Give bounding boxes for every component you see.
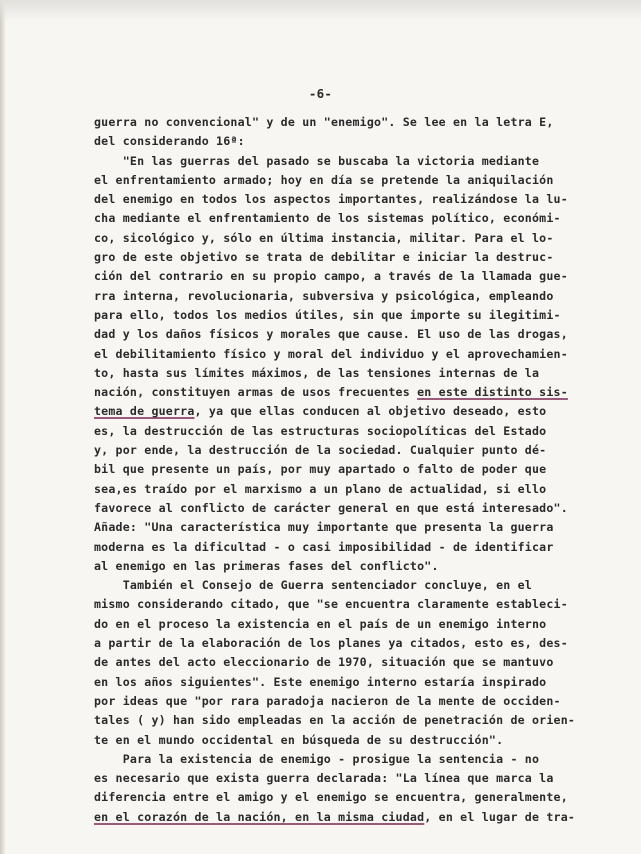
- text-line: [94, 769, 594, 788]
- text-line: [94, 132, 594, 151]
- text-line: [94, 171, 594, 190]
- line-text-after: , en el lugar de tra-: [424, 809, 576, 824]
- text-line: [94, 615, 594, 634]
- text-line: [94, 499, 594, 518]
- line-text: a partir de la elaboración de los planes ya citados, esto es, des-: [94, 636, 568, 651]
- text-line: [94, 576, 594, 595]
- line-text: por ideas que "por rara paradoja nacieron de la mente de occiden-: [94, 693, 561, 708]
- text-line: [94, 113, 594, 132]
- line-text: moderna es la dificultad - o casi imposibilidad - de identificar: [94, 539, 554, 554]
- line-text-after: , ya que ellas conducen al objetivo deseado, esto: [194, 404, 547, 419]
- text-line: [94, 731, 594, 750]
- line-text: de antes del acto eleccionario de 1970, situación que se mantuvo: [94, 655, 554, 670]
- line-text: Para la existencia de enemigo - prosigue la sentencia - no: [94, 751, 540, 766]
- text-line: [94, 383, 594, 402]
- text-line: [94, 750, 594, 769]
- underlined-phrase: tema de guerra: [94, 404, 195, 419]
- line-text: bil que presente un país, por muy apartado o falto de poder que: [94, 462, 547, 477]
- text-line: [94, 209, 594, 228]
- line-text: dad y los daños físicos y morales que cause. El uso de las drogas,: [94, 327, 568, 342]
- line-text: en los años siguientes". Este enemigo interno estaría inspirado: [94, 674, 547, 689]
- text-line: [94, 267, 594, 286]
- document-body: [94, 113, 594, 827]
- line-text: tales ( y) han sido empleadas en la acción de penetración de orien-: [94, 713, 576, 728]
- line-text: "En las guerras del pasado se buscaba la victoria mediante: [94, 153, 540, 168]
- page-number: -6-: [308, 86, 333, 101]
- line-text: co, sicológico y, sólo en última instancia, militar. Para el lo-: [94, 230, 554, 245]
- line-text: y, por ende, la destrucción de la sociedad. Cualquier punto dé-: [94, 443, 547, 458]
- line-text: para ello, todos los medios útiles, sin que importe su ilegitimi-: [94, 307, 561, 322]
- underlined-phrase: en el corazón de la nación, en la misma ciudad: [94, 809, 425, 824]
- line-text: do en el proceso la existencia en el país de un enemigo interno: [94, 616, 547, 631]
- text-line: [94, 538, 594, 557]
- page-top-shadow: [0, 0, 641, 22]
- text-line: [94, 595, 594, 614]
- text-line: [94, 692, 594, 711]
- text-line: [94, 808, 594, 827]
- text-line: [94, 460, 594, 479]
- line-text: del considerando 16ª:: [94, 134, 245, 149]
- text-line: [94, 422, 594, 441]
- line-text: sea,es traído por el marxismo a un plano de actualidad, si ello: [94, 481, 547, 496]
- line-text: es, la destrucción de las estructuras sociopolíticas del Estado: [94, 423, 547, 438]
- line-text: es necesario que exista guerra declarada: "La línea que marca la: [94, 771, 554, 786]
- line-text: También el Consejo de Guerra sentenciador concluye, en el: [94, 578, 532, 593]
- line-text: te en el mundo occidental en búsqueda de su destrucción".: [94, 732, 504, 747]
- line-text: del enemigo en todos los aspectos importantes, realizándose la lu-: [94, 192, 568, 207]
- text-line: [94, 673, 594, 692]
- line-text: Añade: "Una característica muy importante que presenta la guerra: [94, 520, 554, 535]
- text-line: [94, 788, 594, 807]
- text-line: [94, 287, 594, 306]
- text-line: [94, 557, 594, 576]
- text-line: [94, 518, 594, 537]
- line-text: ción del contrario en su propio campo, a través de la llamada gue-: [94, 269, 568, 284]
- line-text: rra interna, revolucionaria, subversiva y psicológica, empleando: [94, 288, 554, 303]
- text-line: [94, 480, 594, 499]
- line-text: diferencia entre el amigo y el enemigo se encuentra, generalmente,: [94, 790, 568, 805]
- line-text: guerra no convencional" y de un "enemigo". Se lee en la letra E,: [94, 115, 554, 129]
- text-line: [94, 653, 594, 672]
- text-line: [94, 306, 594, 325]
- underlined-phrase: en este distinto sis-: [417, 385, 568, 400]
- text-line: [94, 402, 594, 421]
- line-text: gro de este objetivo se trata de debilitar e iniciar la destruc-: [94, 250, 554, 265]
- line-text: el enfrentamiento armado; hoy en día se pretende la aniquilación: [94, 172, 554, 187]
- line-text: favorece al conflicto de carácter general en que está interesado".: [94, 500, 568, 515]
- line-text: to, hasta sus límites máximos, de las tensiones internas de la: [94, 365, 540, 380]
- text-line: [94, 711, 594, 730]
- text-line: [94, 190, 594, 209]
- text-line: [94, 345, 594, 364]
- text-line: [94, 441, 594, 460]
- line-text: el debilitamiento físico y moral del individuo y el aprovechamien-: [94, 346, 568, 361]
- line-text: nación, constituyen armas de usos frecuentes: [94, 385, 418, 400]
- text-line: [94, 248, 594, 267]
- line-text: cha mediante el enfrentamiento de los sistemas político, económi-: [94, 211, 561, 226]
- line-text: mismo considerando citado, que "se encuentra claramente estableci-: [94, 597, 568, 612]
- text-line: [94, 364, 594, 383]
- page-edge-shadow: [0, 0, 6, 854]
- text-line: [94, 152, 594, 171]
- line-text: al enemigo en las primeras fases del conflicto".: [94, 558, 439, 573]
- text-line: [94, 229, 594, 248]
- text-line: [94, 325, 594, 344]
- text-line: [94, 634, 594, 653]
